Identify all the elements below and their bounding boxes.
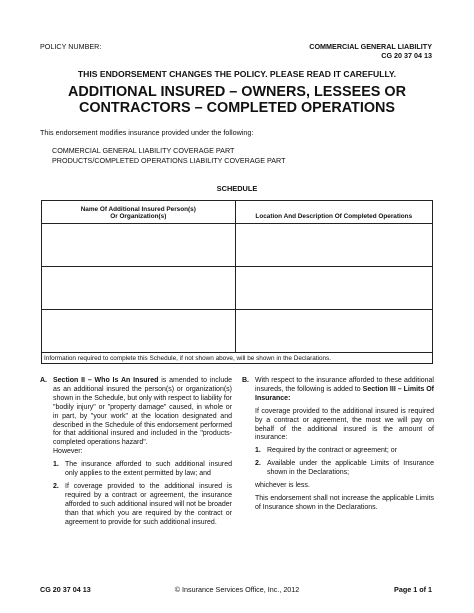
section-a-marker: A.: [40, 377, 47, 384]
schedule-cell: [235, 224, 432, 267]
form-header: [309, 42, 432, 60]
title-line-2: CONTRACTORS – COMPLETED OPERATIONS: [78, 100, 396, 116]
list-item-text: Required by the contract or agreement; or: [267, 447, 397, 455]
section-b-intro: [242, 377, 434, 404]
schedule-col-insured: [42, 201, 236, 224]
table-row: [42, 224, 433, 267]
list-item-text: Available under the applicable Limits of Insurance shown in the Declarations;: [267, 460, 434, 477]
table-row: [42, 267, 433, 310]
table-row: [42, 310, 433, 353]
schedule-footer-note: Information required to complete this Schedule, if not shown above, will be shown in the Declarations.: [42, 353, 433, 364]
section-b: [242, 377, 434, 513]
schedule-cell: [42, 224, 236, 267]
document-title: [0, 84, 474, 116]
footer-form-number: CG 20 37 04 13: [40, 585, 91, 594]
intro-text: This endorsement modifies insurance provided under the following:: [40, 128, 254, 137]
footer-copyright: © Insurance Services Office, Inc., 2012: [174, 585, 300, 594]
title-line-1: ADDITIONAL INSURED – OWNERS, LESSEES OR: [68, 84, 406, 100]
list-marker: 2.: [255, 460, 261, 468]
section-b-marker: B.: [242, 377, 249, 384]
section-a-paragraph: [40, 377, 232, 448]
section-b-paragraph: If coverage provided to the additional insured is required by a contract or agreement, the most we will pay on behalf of the additional insured is the amount of insurance:: [255, 407, 434, 442]
coverage-parts-list: [52, 146, 286, 165]
footer-page-number: Page 1 of 1: [394, 585, 432, 594]
schedule-col-location: Location And Description Of Completed Operations: [235, 201, 432, 224]
schedule-cell: [235, 267, 432, 310]
section-a-body: is amended to include as an additional insured the person(s) or organization(s) shown in the Schedule, but only with respect to liability for "bodily injury" or "property damage" caused, in whole or in part, by "your work" at the location designated and described in the Schedule of this endorsement performed for that additional insured and included in the "products-completed operations hazard".: [53, 377, 232, 447]
col-insured-line-1: Name Of Additional Insured Person(s): [80, 205, 196, 213]
section-b-intro-text: With respect to the insurance afforded to these additional insureds, the following is added to: [255, 377, 434, 393]
coverage-part: COMMERCIAL GENERAL LIABILITY COVERAGE PART: [52, 146, 235, 155]
line-of-business: COMMERCIAL GENERAL LIABILITY: [309, 42, 432, 51]
section-b-heading: Section III – Limits Of Insurance:: [255, 385, 434, 402]
form-number: CG 20 37 04 13: [381, 51, 432, 60]
list-marker: 2.: [53, 482, 59, 490]
list-item: [255, 447, 434, 456]
schedule-cell: [235, 310, 432, 353]
list-item-text: The insurance afforded to such additional insured only applies to the extent permitted by law; and: [65, 461, 232, 478]
col-insured-line-2: Or Organization(s): [110, 213, 167, 221]
list-item: [53, 461, 232, 479]
section-a: [40, 377, 232, 528]
schedule-heading: SCHEDULE: [216, 184, 258, 193]
however-label: However:: [53, 448, 83, 456]
schedule-cell: [42, 310, 236, 353]
schedule-cell: [42, 267, 236, 310]
list-item: [255, 460, 434, 478]
coverage-part: PRODUCTS/COMPLETED OPERATIONS LIABILITY COVERAGE PART: [52, 155, 286, 165]
endorsement-notice: THIS ENDORSEMENT CHANGES THE POLICY. PLEASE READ IT CAREFULLY.: [77, 69, 397, 79]
list-marker: 1.: [53, 461, 59, 469]
closing-text: This endorsement shall not increase the applicable Limits of Insurance shown in the Declarations.: [255, 494, 434, 511]
policy-number-label: POLICY NUMBER:: [40, 42, 102, 51]
list-marker: 1.: [255, 447, 261, 455]
whichever-text: whichever is less.: [255, 482, 310, 490]
list-item: [53, 483, 232, 528]
schedule-table: [41, 200, 433, 364]
list-item-text: If coverage provided to the additional insured is required by a contract or agreement, the insurance afforded to such additional insured will not be broader than that which you are required by the contract or agreement to provide for such additional insured.: [65, 482, 232, 526]
section-a-heading: Section II – Who Is An Insured: [53, 377, 159, 384]
